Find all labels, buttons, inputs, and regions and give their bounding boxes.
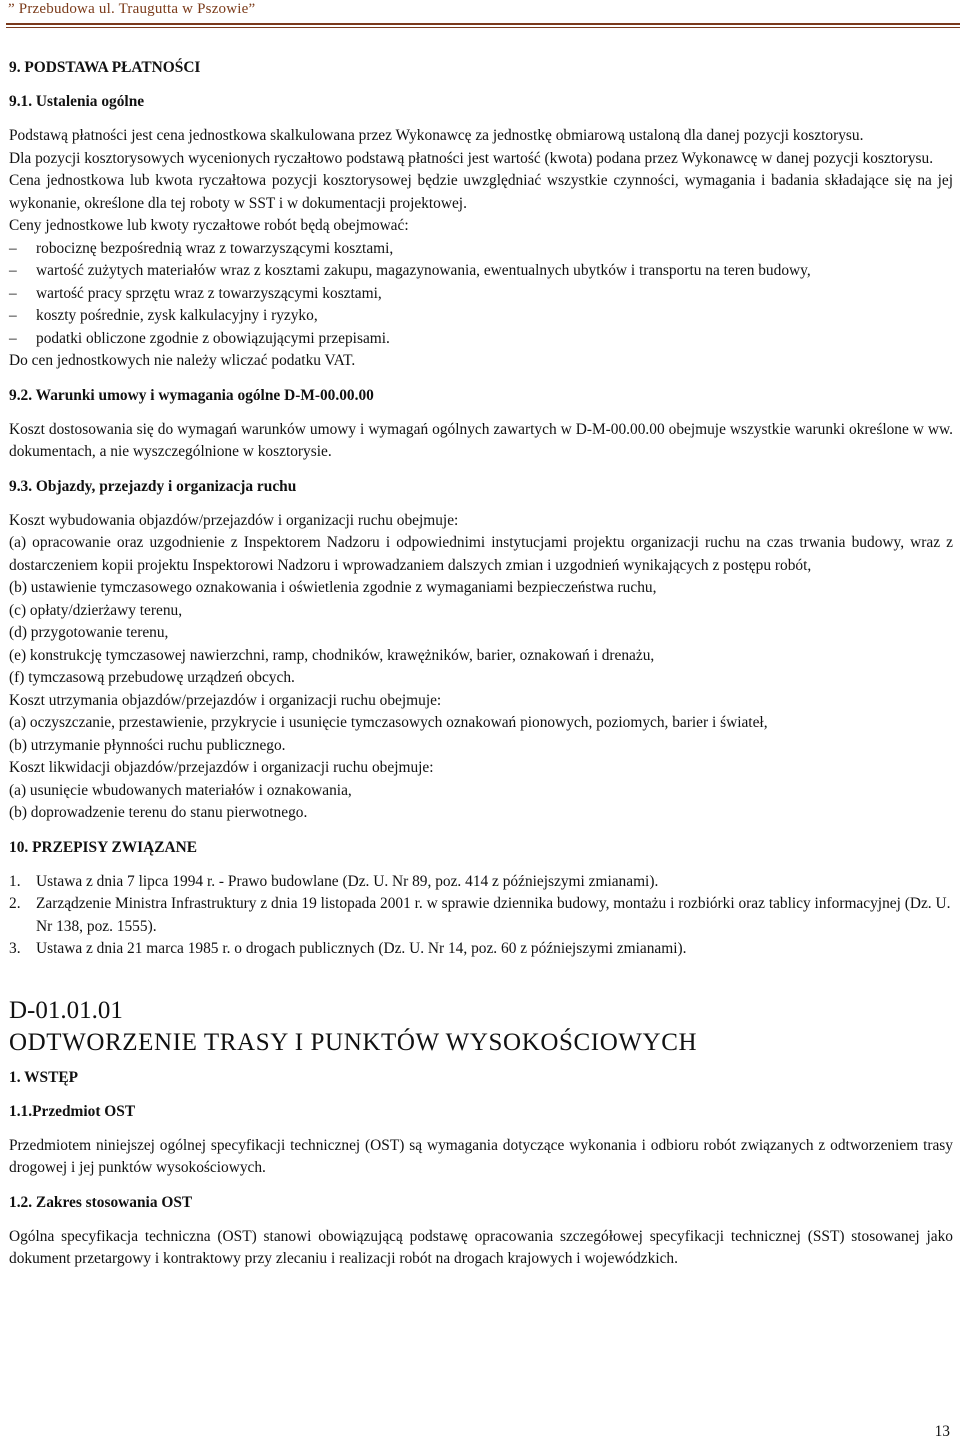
paragraph: Ogólna specyfikacja techniczna (OST) stanowi obowiązującą podstawę opracowania szczegółowej specyfikacji technicznej (SST) stosowanej jako dokument przetargowy i kontraktowy przy zlecaniu i realizacji robót na drogach krajowych i wojewódzkich. (9, 1227, 953, 1267)
page-number: 13 (934, 1423, 950, 1440)
section-1-2-heading: 1.2. Zakres stosowania OST (9, 1193, 193, 1211)
paragraph: Koszt dostosowania się do wymagań warunków umowy i wymagań ogólnych zawartych w D-M-00.00.00 obejmuje wszystkie warunki określone w ww. dokumentach, a nie wyszczególnione w kosztorysie. (9, 420, 953, 460)
spec-code: D-01.01.01 (9, 996, 123, 1024)
dash-bullet: – (9, 239, 17, 257)
paragraph: (c) opłaty/dzierżawy terenu, (9, 601, 183, 619)
dash-bullet: – (9, 329, 17, 347)
list-item: – podatki obliczone zgodnie z obowiązującymi przepisami. (9, 328, 953, 351)
paragraph: (a) oczyszczanie, przestawienie, przykrycie i usunięcie tymczasowych oznakowań pionowych, poziomych, barier i świateł, (9, 714, 768, 731)
dash-bullet: – (9, 284, 17, 302)
list-item: – wartość pracy sprzętu wraz z towarzyszącymi kosztami, (9, 283, 953, 306)
spec-title: ODTWORZENIE TRASY I PUNKTÓW WYSOKOŚCIOWYCH (9, 1028, 698, 1056)
paragraph: Ceny jednostkowe lub kwoty ryczałtowe robót będą obejmować: (9, 217, 409, 234)
list-item: – robociznę bezpośrednią wraz z towarzyszącymi kosztami, (9, 238, 953, 261)
paragraph: Przedmiotem niniejszej ogólnej specyfikacji technicznej (OST) są wymagania dotyczące wykonania i odbioru robót związanych z odtworzeniem trasy drogowej i jej punktów wysokościowych. (9, 1136, 953, 1176)
paragraph: Cena jednostkowa lub kwota ryczałtowa pozycji kosztorysowej będzie uwzględniać wszystkie czynności, wymagania i badania składające się na jej wykonanie, określone dla tej roboty w SST i w dokumentacji projektowej. (9, 172, 953, 212)
paragraph: Koszt wybudowania objazdów/przejazdów i organizacji ruchu obejmuje: (9, 511, 459, 529)
paragraph: (b) ustawienie tymczasowego oznakowania i oświetlenia zgodnie z wymaganiami bezpieczeństwa ruchu, (9, 579, 657, 596)
section-9-1-heading: 9.1. Ustalenia ogólne (9, 93, 145, 110)
paragraph: (b) doprowadzenie terenu do stanu pierwotnego. (9, 804, 308, 821)
section-10-heading: 10. PRZEPISY ZWIĄZANE (9, 838, 197, 856)
section-1-1-heading: 1.1.Przedmiot OST (9, 1102, 136, 1120)
list-item: 2. Zarządzenie Ministra Infrastruktury z dnia 19 listopada 2001 r. w sprawie dziennika budowy, montażu i rozbiórki oraz tablicy informacyjnej (Dz. U. Nr 138, poz. 1555). (9, 895, 951, 935)
section-9-2-heading: 9.2. Warunki umowy i wymagania ogólne D-M-00.00.00 (9, 386, 374, 404)
dash-bullet: – (9, 262, 17, 279)
paragraph: (d) przygotowanie terenu, (9, 624, 169, 641)
header-rule (6, 23, 960, 25)
paragraph: (b) utrzymanie płynności ruchu publicznego. (9, 736, 286, 754)
paragraph: (a) opracowanie oraz uzgodnienie z Inspektorem Nadzoru i odpowiednimi instytucjami projektu organizacji ruchu na czas trwania budowy, wraz z dostarczeniem kopii projektu Inspektorowi Nadzoru i wprowadzaniem dalszych zmian i uzgodnień wynikających z postępu robót, (9, 534, 953, 574)
section-9-3-heading: 9.3. Objazdy, przejazdy i organizacja ruchu (9, 477, 297, 495)
paragraph: Koszt utrzymania objazdów/przejazdów i organizacji ruchu obejmuje: (9, 691, 442, 709)
paragraph: (e) konstrukcję tymczasowej nawierzchni, ramp, chodników, krawężników, barier, oznakowań i drenażu, (9, 646, 655, 664)
header-title: ” Przebudowa ul. Traugutta w Pszowie” (8, 1, 256, 17)
dash-bullet: – (9, 307, 17, 324)
paragraph: Do cen jednostkowych nie należy wliczać podatku VAT. (9, 352, 356, 369)
header-rule-thin (6, 27, 960, 28)
section-1-heading: 1. WSTĘP (9, 1068, 78, 1086)
paragraph: Koszt likwidacji objazdów/przejazdów i organizacji ruchu obejmuje: (9, 759, 434, 776)
list-item: – koszty pośrednie, zysk kalkulacyjny i ryzyko, (9, 305, 953, 328)
paragraph: Dla pozycji kosztorysowych wycenionych ryczałtowo podstawą płatności jest wartość (kwota) podana przez Wykonawcę w danej pozycji kosztorysu. (9, 149, 934, 167)
list-item: 3. Ustawa z dnia 21 marca 1985 r. o drogach publicznych (Dz. U. Nr 14, poz. 60 z późniejszymi zmianami). (9, 940, 687, 957)
list-item: 1. Ustawa z dnia 7 lipca 1994 r. - Prawo budowlane (Dz. U. Nr 89, poz. 414 z późniejszymi zmianami). (9, 872, 659, 890)
document-body (9, 57, 953, 1271)
paragraph: (a) usunięcie wbudowanych materiałów i oznakowania, (9, 781, 352, 799)
paragraph: Podstawą płatności jest cena jednostkowa skalkulowana przez Wykonawcę za jednostkę obmiarową ustaloną dla danej pozycji kosztorysu. (9, 127, 864, 144)
paragraph: (f) tymczasową przebudowę urządzeń obcych. (9, 669, 295, 686)
section-9-heading: 9. PODSTAWA PŁATNOŚCI (9, 59, 201, 76)
list-item: – wartość zużytych materiałów wraz z kosztami zakupu, magazynowania, ewentualnych ubytków i transportu na teren budowy, (9, 260, 953, 283)
page-header (0, 0, 960, 32)
